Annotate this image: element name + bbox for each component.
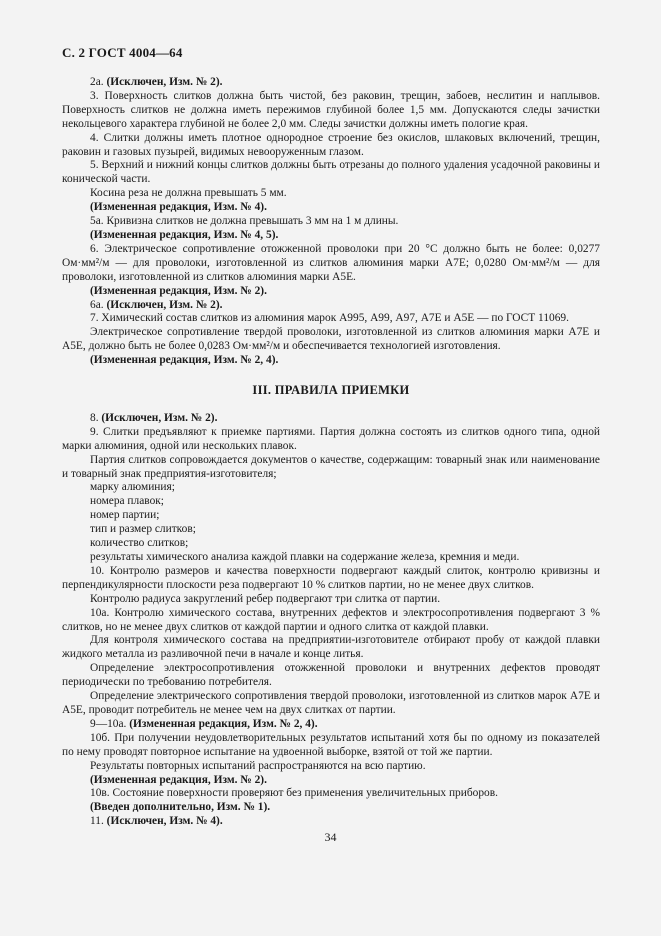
amendment-note: (Измененная редакция, Изм. № 2, 4). <box>129 717 318 730</box>
paragraph-text: 5. Верхний и нижний концы слитков должны быть отрезаны до полного удаления усадочной раковины и конической части. <box>62 159 600 186</box>
paragraph-text: тип и размер слитков; <box>90 523 196 536</box>
paragraph <box>62 312 600 326</box>
paragraph <box>62 481 600 495</box>
paragraph-text: 6. Электрическое сопротивление отожженной проволоки при 20 °С должно быть не более: 0,0277 Ом·мм²/м — для проволоки, изготовленной из слитков алюминия марки А7Е; 0,0280 Ом·мм²/м — для проволоки, изготовленной из слитков алюминия марки А5Е. <box>62 242 600 283</box>
paragraph <box>62 774 600 788</box>
paragraph-text: 5а. Кривизна слитков не должна превышать 3 мм на 1 м длины. <box>90 215 399 228</box>
page-header: С. 2 ГОСТ 4004—64 <box>62 45 183 60</box>
paragraph-number: 9—10а. <box>90 717 130 730</box>
amendment-note: (Исключен, Изм. № 2). <box>106 298 223 311</box>
paragraph <box>62 243 600 285</box>
paragraph <box>62 662 600 690</box>
paragraph-text: Для контроля химического состава на предприятии-изготовителе отбирают пробу от каждой плавки жидкого металла из разливочной печи в начале и конце литья. <box>62 634 600 661</box>
paragraph <box>62 299 600 313</box>
paragraph-number: 2а. <box>90 76 107 88</box>
amendment-note: (Исключен, Изм. № 4). <box>106 815 223 828</box>
page-number: 34 <box>324 830 337 844</box>
section-technical-requirements <box>62 76 600 368</box>
paragraph <box>62 718 600 732</box>
paragraph <box>62 815 600 829</box>
paragraph <box>62 523 600 537</box>
amendment-note: (Измененная редакция, Изм. № 2). <box>90 284 267 297</box>
paragraph <box>62 76 600 90</box>
paragraph-number: 6а. <box>90 298 107 311</box>
paragraph-text: 10. Контролю размеров и качества поверхности подвергают каждый слиток, контролю кривизны и перпендикулярности плоскости реза подвергают 10 % слитков партии, но не менее двух слитков. <box>62 564 600 591</box>
paragraph <box>62 787 600 801</box>
paragraph-text: Партия слитков сопровождается документов о качестве, содержащим: товарный знак или наименование и товарный знак предприятия-изготовителя; <box>62 453 600 480</box>
paragraph <box>62 187 600 201</box>
paragraph <box>62 732 600 760</box>
paragraph <box>62 634 600 662</box>
section-title: III. ПРАВИЛА ПРИЕМКИ <box>252 383 410 398</box>
paragraph <box>62 593 600 607</box>
document-body <box>62 76 600 829</box>
amendment-note: (Измененная редакция, Изм. № 2, 4). <box>90 354 279 367</box>
paragraph <box>62 565 600 593</box>
paragraph <box>62 509 600 523</box>
paragraph <box>62 690 600 718</box>
amendment-note: (Измененная редакция, Изм. № 4). <box>90 201 267 214</box>
paragraph <box>62 454 600 482</box>
paragraph <box>62 760 600 774</box>
amendment-note: (Измененная редакция, Изм. № 2). <box>90 773 267 786</box>
paragraph <box>62 132 600 160</box>
paragraph-text: 9. Слитки предъявляют к приемке партиями. Партия должна состоять из слитков одного типа, одной марки алюминия, одной или нескольких плавок. <box>62 425 600 452</box>
paragraph-text: 10в. Состояние поверхности проверяют без применения увеличительных приборов. <box>90 787 498 800</box>
paragraph <box>62 412 600 426</box>
paragraph <box>62 159 600 187</box>
amendment-note: (Исключен, Изм. № 2). <box>101 411 218 424</box>
paragraph-text: Электрическое сопротивление твердой проволоки, изготовленной из слитков алюминия марки А7Е и А5Е, должно быть не более 0,0283 Ом·мм²/м и обеспечивается технологией изготовления. <box>62 326 600 353</box>
paragraph-text: 7. Химический состав слитков из алюминия марок А995, А99, А97, А7Е и А5Е — по ГОСТ 11069. <box>90 312 569 325</box>
paragraph <box>62 426 600 454</box>
paragraph <box>62 354 600 368</box>
paragraph <box>62 285 600 299</box>
paragraph-text: 10а. Контролю химического состава, внутренних дефектов и электросопротивления подвергают 3 % слитков, но не менее двух слитков от каждой партии и одного слитка от каждой плавки. <box>62 606 600 633</box>
paragraph-text: Косина реза не должна превышать 5 мм. <box>90 187 287 200</box>
paragraph-text: номер партии; <box>90 509 160 522</box>
paragraph-text: результаты химического анализа каждой плавки на содержание железа, кремния и меди. <box>90 551 520 563</box>
paragraph-text: 3. Поверхность слитков должна быть чистой, без раковин, трещин, забоев, неслитин и наплывов. Поверхность слитков не должна иметь пережимов глубиной более 1,5 мм. Допускаются следы зачистки некольцевого характера глубиной не более 2,0 мм. Следы зачистки должны иметь пологие края. <box>62 89 600 130</box>
paragraph <box>62 215 600 229</box>
paragraph-text: 10б. При получении неудовлетворительных результатов испытаний хотя бы по одному из показателей по нему проводят повторное испытание на удвоенной выборке, взятой от той же партии. <box>62 731 600 758</box>
paragraph <box>62 537 600 551</box>
amendment-note: (Измененная редакция, Изм. № 4, 5). <box>90 228 279 241</box>
paragraph <box>62 326 600 354</box>
paragraph <box>62 229 600 243</box>
paragraph <box>62 90 600 132</box>
paragraph-text: 4. Слитки должны иметь плотное однородное строение без окислов, шлаковых включений, трещин, раковин и газовых пузырей, видимых невооруженным глазом. <box>62 131 600 158</box>
paragraph-text: марку алюминия; <box>90 481 175 494</box>
amendment-note: (Введен дополнительно, Изм. № 1). <box>90 801 271 814</box>
paragraph <box>62 551 600 565</box>
paragraph <box>62 607 600 635</box>
paragraph-text: Определение электросопротивления отожженной проволоки и внутренних дефектов проводят периодически по требованию потребителя. <box>62 662 600 689</box>
section-acceptance-rules <box>62 412 600 829</box>
amendment-note: (Исключен, Изм. № 2). <box>106 76 223 88</box>
paragraph-text: Контролю радиуса закруглений ребер подвергают три слитка от партии. <box>90 592 441 605</box>
paragraph-number: 8. <box>90 411 102 424</box>
paragraph-text: количество слитков; <box>90 537 189 550</box>
paragraph <box>62 201 600 215</box>
paragraph-text: Определение электрического сопротивления твердой проволоки, изготовленной из слитков марок А7Е и А5Е, проводит потребитель не менее чем на двух слитках от партии. <box>62 690 600 716</box>
paragraph-text: Результаты повторных испытаний распространяются на всю партию. <box>90 759 426 772</box>
paragraph <box>62 495 600 509</box>
paragraph-text: номера плавок; <box>90 495 164 508</box>
paragraph-number: 11. <box>90 815 107 828</box>
paragraph <box>62 801 600 815</box>
